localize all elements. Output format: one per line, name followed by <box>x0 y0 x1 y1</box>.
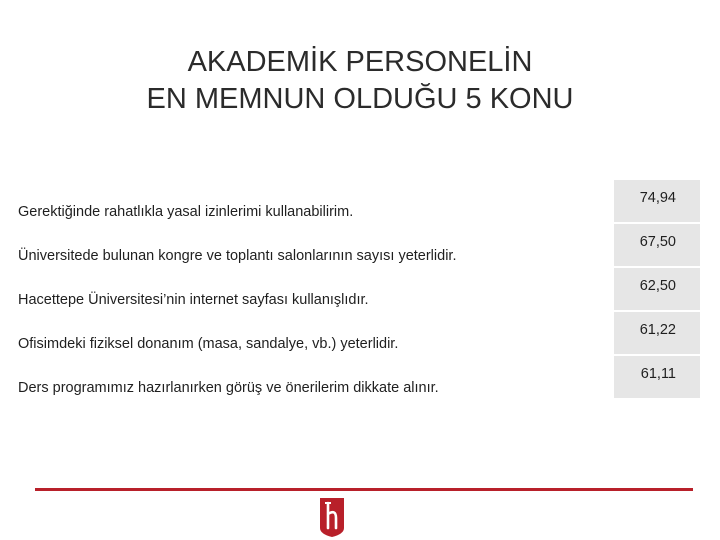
value-cell <box>614 356 700 400</box>
table-row <box>18 268 700 312</box>
value-cell <box>614 312 700 356</box>
row-value: 67,50 <box>639 234 676 250</box>
row-value: 74,94 <box>639 190 676 206</box>
value-cell <box>614 180 700 224</box>
table-row <box>18 312 700 356</box>
row-value: 61,22 <box>639 322 676 338</box>
value-cell <box>614 268 700 312</box>
slide-title-line-1: AKADEMİK PERSONELİN <box>187 46 533 78</box>
row-label: Hacettepe Üniversitesi’nin internet sayfası kullanışlıdır. <box>18 292 369 308</box>
row-label: Üniversitede bulunan kongre ve toplantı salonlarının sayısı yeterlidir. <box>18 248 457 264</box>
row-value: 62,50 <box>639 278 676 294</box>
row-label: Ofisimdeki fiziksel donanım (masa, sandalye, vb.) yeterlidir. <box>18 336 399 352</box>
satisfaction-table <box>18 180 700 400</box>
row-value: 61,11 <box>640 366 676 382</box>
table-row <box>18 356 700 400</box>
table-row <box>18 180 700 224</box>
footer-divider <box>35 488 693 491</box>
row-label: Gerektiğinde rahatlıkla yasal izinlerimi kullanabilirim. <box>18 204 354 220</box>
row-label: Ders programımız hazırlanırken görüş ve önerilerim dikkate alınır. <box>18 380 439 396</box>
value-cell <box>614 224 700 268</box>
slide-title <box>0 44 720 118</box>
table-row <box>18 224 700 268</box>
hacettepe-logo-icon <box>317 494 347 538</box>
slide-title-line-2: EN MEMNUN OLDUĞU 5 KONU <box>146 83 574 115</box>
